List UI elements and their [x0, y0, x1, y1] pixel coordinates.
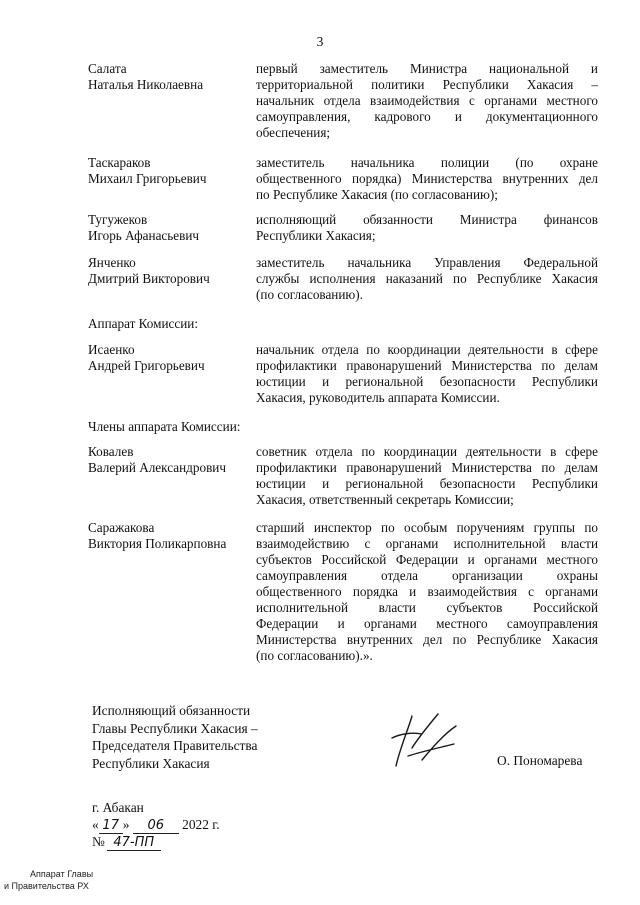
position-line: Министерства внутренних дел по Республике Хакасия: [256, 632, 598, 647]
position-line: заместитель начальника Управления Федеральной: [256, 255, 598, 270]
member-position: [256, 61, 598, 141]
member-position: [256, 342, 598, 406]
member-name: [88, 255, 253, 287]
office-stamp: [4, 868, 93, 892]
position-line: обеспечения;: [256, 125, 331, 140]
member-given-names: Михаил Григорьевич: [88, 171, 207, 186]
position-line: советник отдела по координации деятельности в сфере: [256, 444, 598, 459]
position-line: взаимодействию с органами исполнительной власти: [256, 536, 598, 551]
issue-city: г. Абакан: [92, 800, 144, 815]
member-given-names: Наталья Николаевна: [88, 77, 204, 92]
member-name: [88, 342, 253, 374]
page-number: 3: [316, 34, 324, 49]
number-sign: №: [92, 834, 105, 849]
member-surname: Тугужеков: [88, 212, 148, 227]
position-line: Хакасия, ответственный секретарь Комиссии;: [256, 492, 514, 507]
position-line: юстиции и региональной безопасности Республики: [256, 374, 598, 389]
member-surname: Салата: [88, 61, 127, 76]
handwritten-signature: [378, 708, 478, 772]
position-line: первый заместитель Министра национальной и: [256, 61, 598, 76]
signatory-title-line: Председателя Правительства: [92, 738, 258, 753]
signatory-title: [92, 702, 258, 772]
position-line: самоуправления, кадрового и документационного: [256, 109, 598, 124]
member-position: [256, 155, 598, 203]
signatory-title-line: Исполняющий обязанности: [92, 703, 251, 718]
issue-number-line: [92, 834, 161, 851]
position-line: начальник отдела взаимодействия с органами местного: [256, 93, 598, 108]
member-given-names: Игорь Афанасьевич: [88, 228, 200, 243]
position-line: Республики Хакасия;: [256, 228, 376, 243]
member-given-names: Виктория Поликарповна: [88, 536, 227, 551]
member-position: [256, 520, 598, 664]
member-position: [256, 255, 598, 303]
member-given-names: Валерий Александрович: [88, 460, 226, 475]
apparatus-heading: Аппарат Комиссии:: [88, 316, 199, 331]
position-line: профилактики правонарушений Министерства по делам: [256, 460, 598, 475]
apparatus-members-heading: Члены аппарата Комиссии:: [88, 419, 241, 434]
signatory-name: О. Пономарева: [497, 753, 583, 768]
position-line: заместитель начальника полиции (по охране: [256, 155, 598, 170]
member-name: [88, 212, 253, 244]
position-line: юстиции и региональной безопасности Республики: [256, 476, 598, 491]
position-line: территориальной политики Республики Хакасия –: [256, 77, 598, 92]
position-line: самоуправления отдела организации охраны: [256, 568, 598, 583]
member-surname: Янченко: [88, 255, 136, 270]
issue-year: 2022 г.: [182, 817, 220, 832]
issue-number: 47-ПП: [107, 835, 161, 851]
member-surname: Таскараков: [88, 155, 151, 170]
quote-open: «: [92, 817, 99, 832]
member-given-names: Андрей Григорьевич: [88, 358, 205, 373]
position-line: Хакасия, руководитель аппарата Комиссии.: [256, 390, 500, 405]
member-name: [88, 444, 253, 476]
position-line: по Республике Хакасия (по согласованию);: [256, 187, 498, 202]
member-name: [88, 520, 253, 552]
quote-close: »: [122, 817, 130, 832]
member-position: [256, 212, 598, 244]
position-line: службы исполнения наказаний по Республике Хакасия: [256, 271, 598, 286]
member-name: [88, 61, 253, 93]
member-position: [256, 444, 598, 508]
position-line: общественного порядка) Министерства внутренних дел: [256, 171, 598, 186]
signatory-title-line: Главы Республики Хакасия –: [92, 720, 258, 736]
position-line: субъектов Российской Федерации и органами местного: [256, 552, 598, 567]
position-line: общественного порядка и взаимодействия с органами: [256, 584, 598, 599]
member-surname: Ковалев: [88, 444, 134, 459]
position-line: старший инспектор по особым поручениям группы по: [256, 520, 598, 535]
position-line: исполняющий обязанности Министра финансов: [256, 212, 598, 227]
position-line: начальник отдела по координации деятельности в сфере: [256, 342, 598, 357]
signatory-title-line: Республики Хакасия: [92, 755, 210, 771]
issue-month: 06: [133, 818, 179, 834]
member-name: [88, 155, 253, 187]
stamp-line: и Правительства РХ: [4, 881, 89, 891]
position-line: профилактики правонарушений Министерства по делам: [256, 358, 598, 373]
position-line: (по согласованию).».: [256, 648, 373, 663]
position-line: исполнительной власти субъектов Российской: [256, 600, 598, 615]
issue-date: [92, 817, 220, 834]
member-surname: Саражакова: [88, 520, 155, 535]
member-surname: Исаенко: [88, 342, 135, 357]
member-given-names: Дмитрий Викторович: [88, 271, 210, 286]
issue-day: 17: [99, 818, 123, 834]
position-line: (по согласованию).: [256, 287, 363, 302]
position-line: Федерации и органами местного самоуправления: [256, 616, 598, 631]
stamp-line: Аппарат Главы: [30, 869, 94, 879]
